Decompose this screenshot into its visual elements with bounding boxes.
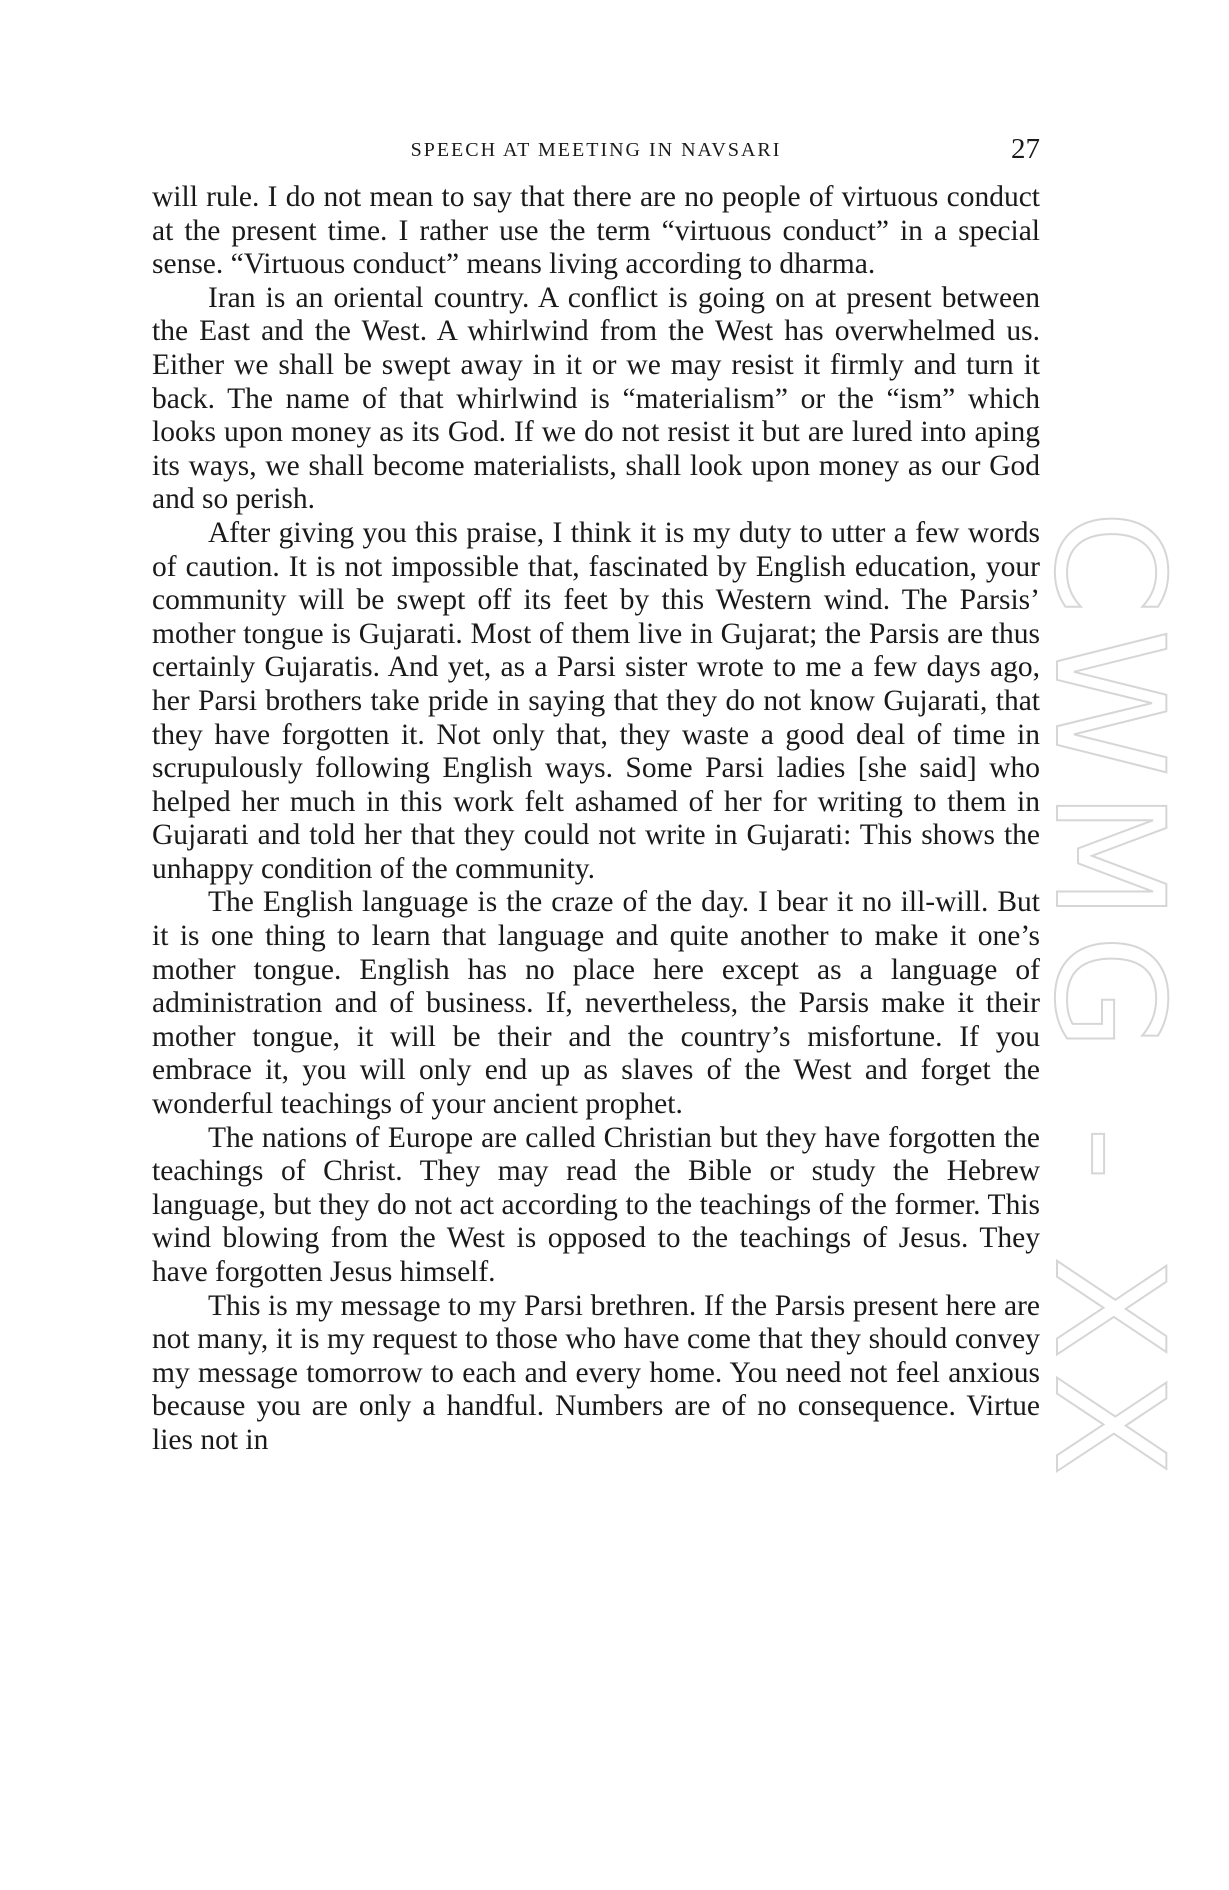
page-number: 27: [1011, 133, 1040, 165]
cwmg-watermark: CWMG - XX: [1021, 510, 1195, 1490]
running-head: [152, 133, 1040, 173]
paragraph-6: This is my message to my Parsi brethren. If the Parsis present here are not many, it is my request to those who have come that they should convey my message tomorrow to each and every home. You need not feel anxious because you are only a handful. Numbers are of no consequence. Virtue lies not in: [152, 1289, 1040, 1456]
body-text: [152, 181, 1040, 1458]
paragraph-3: After giving you this praise, I think it is my duty to utter a few words of caution. It is not impossible that, fascinated by English education, your community will be swept off its feet by this Western wind. The Parsis’ mother tongue is Gujarati. Most of them live in Gujarat; the Parsis are thus certainly Gujaratis. And yet, as a Parsi sister wrote to me a few days ago, her Parsi brothers take pride in saying that they do not know Gujarati, that they have forgotten it. Not only that, they waste a good deal of time in scrupulously following English ways. Some Parsi ladies [she said] who helped her much in this work felt ashamed of her for writing to them in Gujarati and told her that they could not write in Gujarati: This shows the unhappy condition of the community.: [152, 516, 1040, 885]
paragraph-1: will rule. I do not mean to say that there are no people of virtuous conduct at the present time. I rather use the term “virtuous conduct” in a special sense. “Virtuous conduct” means living according to dharma.: [152, 181, 1040, 281]
paragraph-2: Iran is an oriental country. A conflict is going on at present between the East and the West. A whirlwind from the West has overwhelmed us. Either we shall be swept away in it or we may resist it firmly and turn it back. The name of that whirlwind is “materialism” or the “ism” which looks upon money as its God. If we do not resist it but are lured into aping its ways, we shall become materialists, shall look upon money as our God and so perish.: [152, 281, 1040, 516]
paragraph-4: The English language is the craze of the day. I bear it no ill-will. But it is one thing to learn that language and quite another to make it one’s mother tongue. English has no place here except as a language of administration and of business. If, nevertheless, the Parsis make it their mother tongue, it will be their and the country’s misfortune. If you embrace it, you will only end up as slaves of the West and forget the wonderful teachings of your ancient prophet.: [152, 886, 1040, 1121]
running-title: SPEECH AT MEETING IN NAVSARI: [410, 139, 782, 161]
paragraph-5: The nations of Europe are called Christian but they have forgotten the teachings of Christ. They may read the Bible or study the Hebrew language, but they do not act according to the teachings of the former. This wind blowing from the West is opposed to the teachings of Jesus. They have forgotten Jesus himself.: [152, 1121, 1040, 1288]
